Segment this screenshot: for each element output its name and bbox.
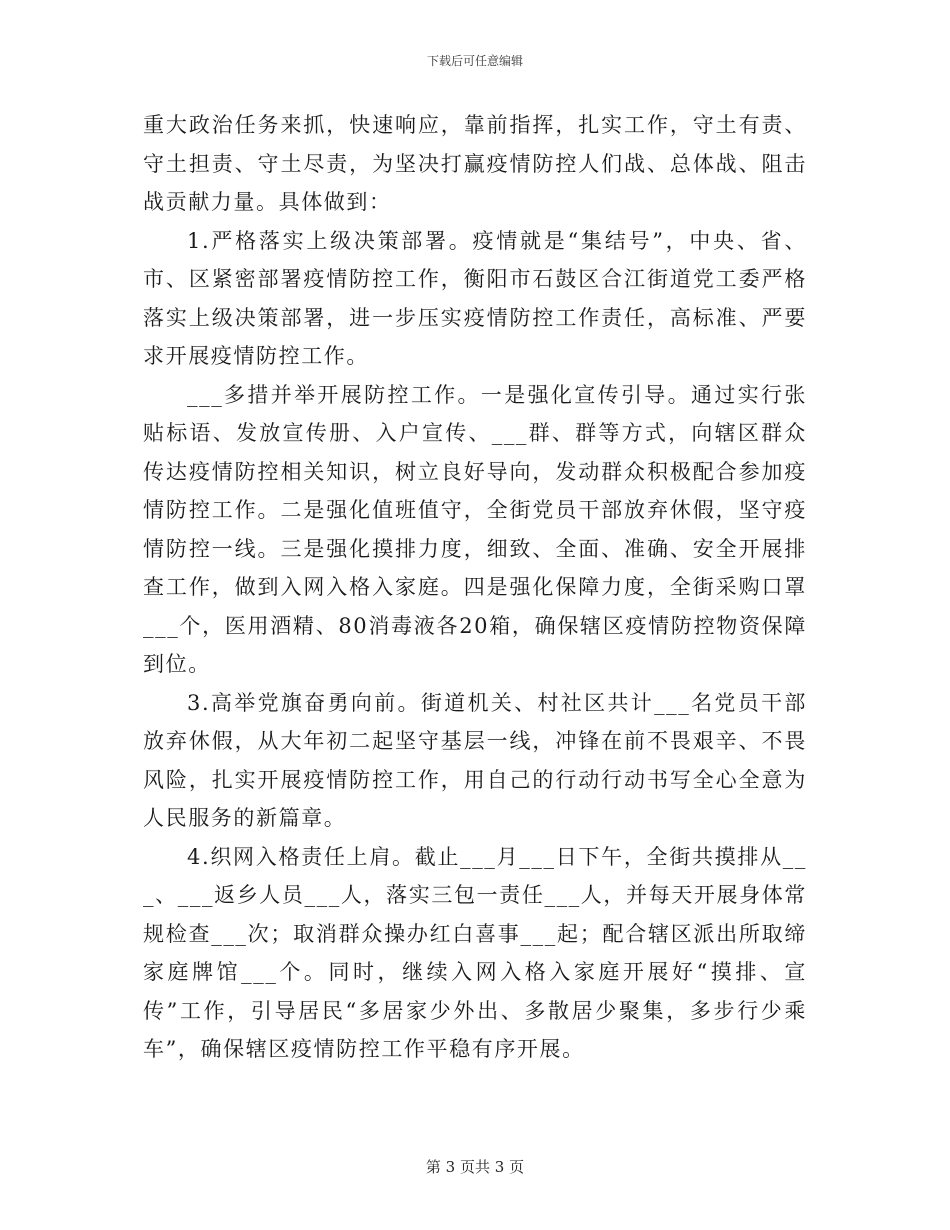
paragraph-item-3: 3.高举党旗奋勇向前。街道机关、村社区共计___名党员干部放弃休假，从大年初二起坚守基层一线，冲锋在前不畏艰辛、不畏风险，扎实开展疫情防控工作，用自己的行动行动书写全心全意为人民服务的新篇章。 [143,690,807,830]
paragraph-item-2: ___多措并举开展防控工作。一是强化宣传引导。通过实行张贴标语、发放宣传册、入户宣传、___群、群等方式，向辖区群众传达疫情防控相关知识，树立良好导向，发动群众积极配合参加疫情防控工作。二是强化值班值守，全街党员干部放弃休假，坚守疫情防控一线。三是强化摸排力度，细致、全面、准确、安全开展排查工作，做到入网入格入家庭。四是强化保障力度，全街采购口罩___个，医用酒精、80消毒液各20箱，确保辖区疫情防控物资保障到位。 [143,382,807,676]
page-footer: 第 3 页共 3 页 [425,1158,525,1176]
paragraph-continuation: 重大政治任务来抓，快速响应，靠前指挥，扎实工作，守土有责、守土担责、守土尽责，为坚决打赢疫情防控人们战、总体战、阻击战贡献力量。具体做到： [143,113,807,214]
paragraph-item-4: 4.织网入格责任上肩。截止___月___日下午，全街共摸排从___、___返乡人员___人，落实三包一责任___人，并每天开展身体常规检查___次；取消群众操办红白喜事___起；配合辖区派出所取缔家庭牌馆___个。同时，继续入网入格入家庭开展好“摸排、宣传”工作，引导居民“多居家少外出、多散居少聚集，多步行少乘车”，确保辖区疫情防控工作平稳有序开展。 [143,844,807,1061]
page-header: 下载后可任意编辑 [426,54,523,68]
paragraph-item-1: 1.严格落实上级决策部署。疫情就是“集结号”，中央、省、市、区紧密部署疫情防控工作，衡阳市石鼓区合江街道党工委严格落实上级决策部署，进一步压实疫情防控工作责任，高标准、严要求开展疫情防控工作。 [143,228,807,368]
document-body [143,106,807,1069]
